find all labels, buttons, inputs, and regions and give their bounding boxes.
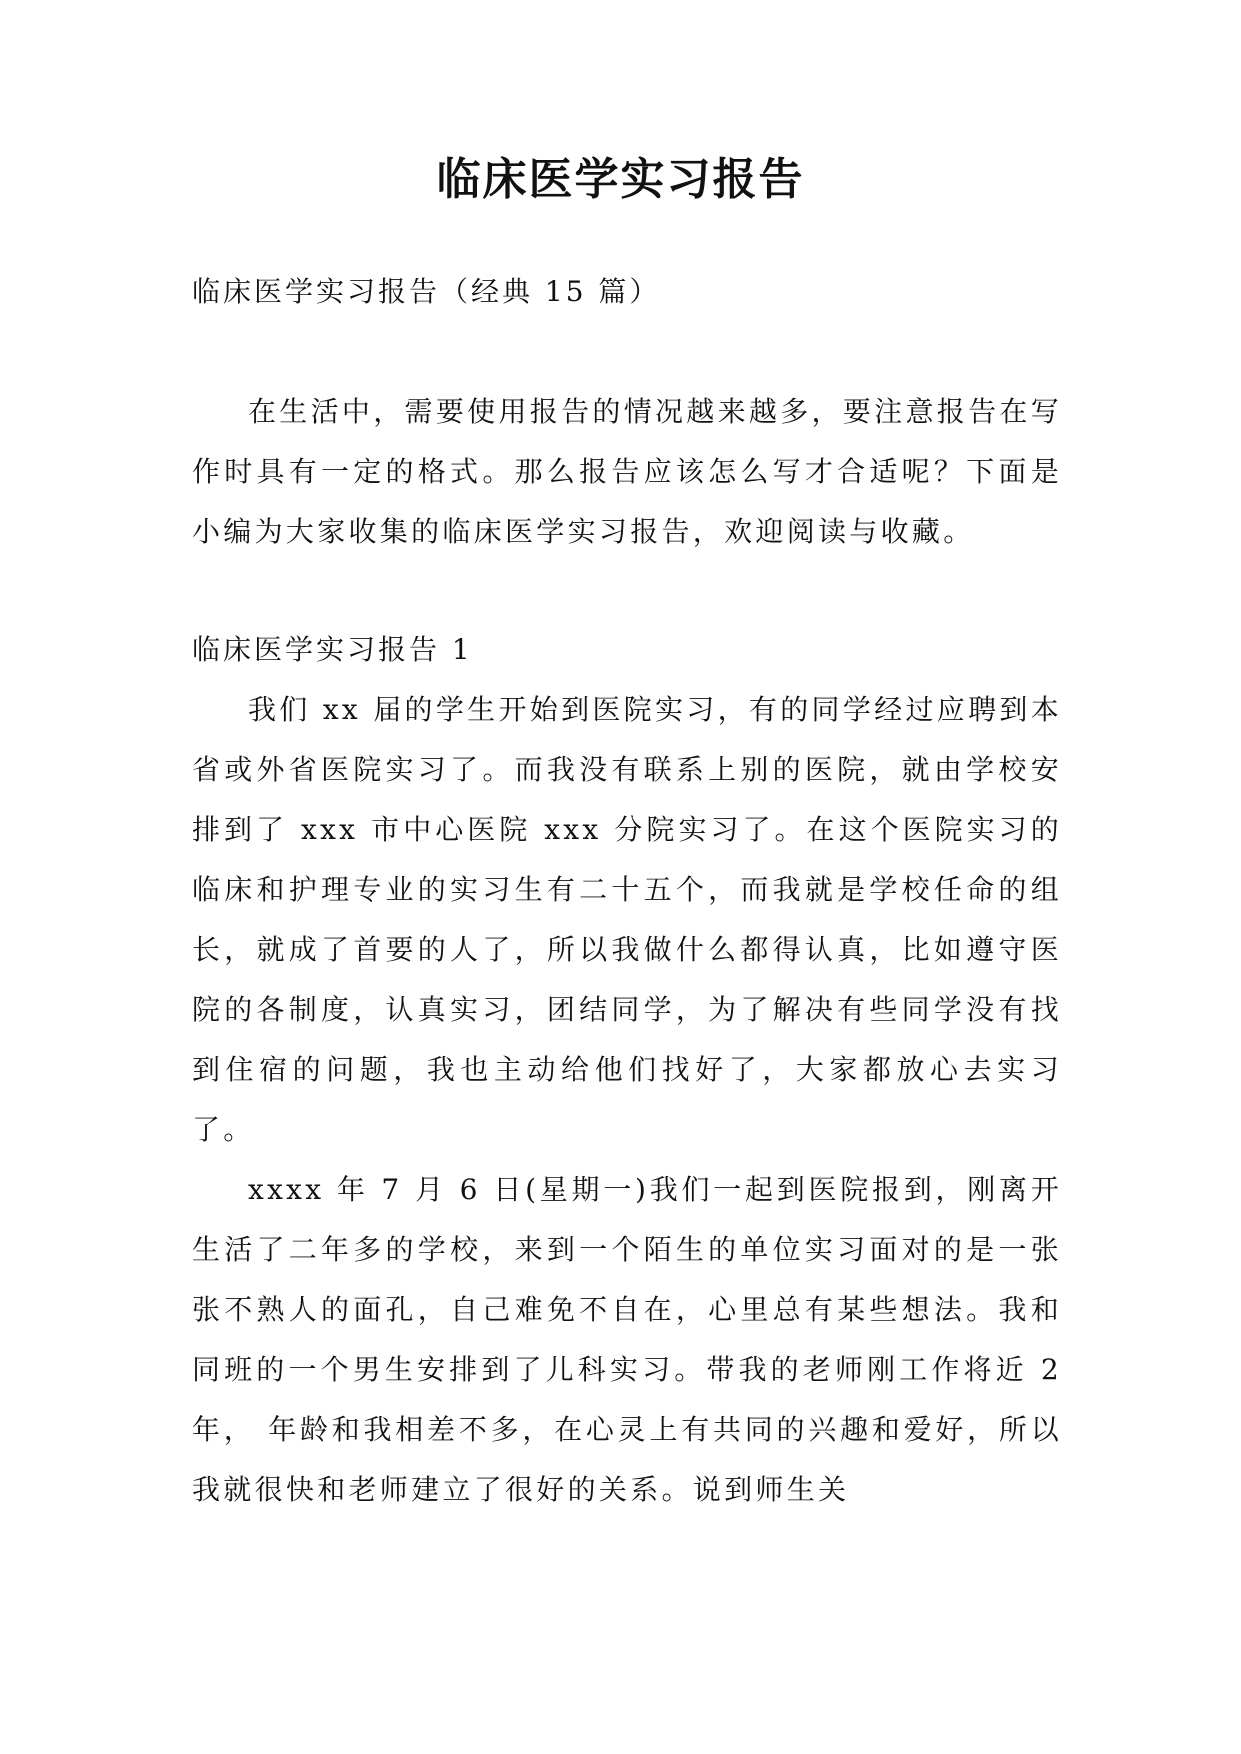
spacer	[192, 322, 1062, 382]
body-paragraph-2: xxxx 年 7 月 6 日(星期一)我们一起到医院报到，刚离开生活了二年多的学校，来到一个陌生的单位实习面对的是一张张不熟人的面孔，自己难免不自在，心里总有某些想法。我和同班的一个男生安排到了儿科实习。带我的老师刚工作将近 2 年， 年龄和我相差不多，在心灵上有共同的兴趣和爱好，所以我就很快和老师建立了很好的关系。说到师生关	[192, 1173, 1062, 1506]
intro-paragraph: 在生活中，需要使用报告的情况越来越多，要注意报告在写作时具有一定的格式。那么报告应该怎么写才合适呢？下面是小编为大家收集的临床医学实习报告，欢迎阅读与收藏。	[192, 395, 1062, 548]
spacer	[192, 562, 1062, 620]
body-paragraph-1: 我们 xx 届的学生开始到医院实习，有的同学经过应聘到本省或外省医院实习了。而我没有联系上别的医院，就由学校安排到了 xxx 市中心医院 xxx 分院实习了。在这个医院实习的临床和护理专业的实习生有二十五个，而我就是学校任命的组长，就成了首要的人了，所以我做什么都得认真，比如遵守医院的各制度，认真实习，团结同学，为了解决有些同学没有找到住宿的问题，我也主动给他们找好了，大家都放心去实习了。	[192, 693, 1062, 1146]
document-subtitle: 临床医学实习报告（经典 15 篇）	[192, 275, 661, 308]
document-title: 临床医学实习报告	[436, 154, 805, 205]
section-heading: 临床医学实习报告 1	[192, 633, 473, 666]
document-body	[192, 262, 1062, 1520]
